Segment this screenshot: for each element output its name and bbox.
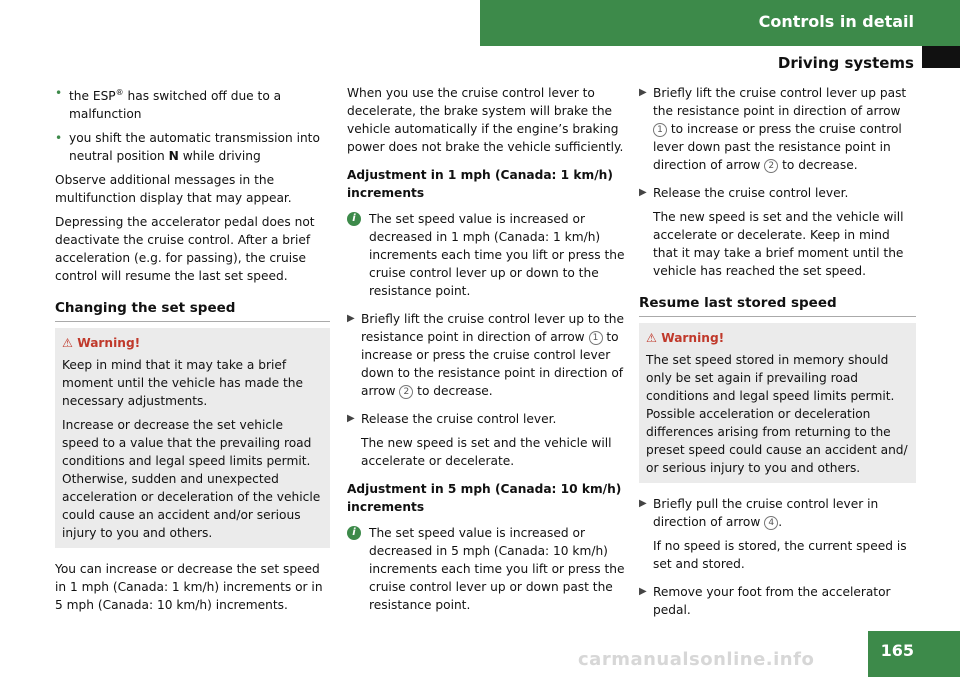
paragraph: When you use the cruise control lever to decelerate, the brake system will brake the vehicle automatically if the engine’s braking power does not brake the vehicle sufficiently. [347, 86, 624, 154]
warning-triangle-icon: ⚠ [62, 336, 73, 351]
step-arrow-icon: ▶ [639, 498, 647, 509]
paragraph: Depressing the accelerator pedal does not deactivate the cruise control. After a brief acceleration (e.g. for passing), the cruise control will resume the last set speed. [55, 215, 315, 284]
bullet-item: • the ESP® has switched off due to a malfunction [55, 86, 282, 122]
section-title: Driving systems [777, 54, 914, 72]
info-icon: i [347, 212, 361, 226]
bullet-dot-icon: • [55, 131, 63, 146]
step-arrow-icon: ▶ [347, 413, 355, 424]
instruction-step: ▶ Release the cruise control lever. [347, 412, 557, 426]
step-result: If no speed is stored, the current speed is set and stored. [653, 539, 907, 571]
arrow-number-badge: 2 [764, 159, 778, 173]
column-left [55, 84, 330, 620]
warning-text: The set speed stored in memory should only be set again if prevailing road conditions and legal speed limits permit. Possible acceleration or deceleration differences arising from returning to the preset speed could cause an accident and/ or serious injury to you and others. [646, 353, 908, 475]
instruction-step: ▶ Release the cruise control lever. [639, 186, 849, 200]
step-arrow-icon: ▶ [639, 87, 647, 98]
step-arrow-icon: ▶ [639, 187, 647, 198]
info-note: i The set speed value is increased or decreased in 1 mph (Canada: 1 km/h) increments each time you lift or press the cruise control lever up or down to the resistance point. [347, 210, 627, 300]
arrow-number-badge: 4 [764, 516, 778, 530]
warning-text: Increase or decrease the set vehicle speed to a value that the prevailing road conditions and legal speed limits permit. Otherwise, sudden and unexpected acceleration or deceleration of the vehicle could cause an accident and/or serious injury to you and others. [62, 418, 321, 541]
info-icon: i [347, 526, 361, 540]
warning-box [55, 328, 330, 548]
step-result: The new speed is set and the vehicle will accelerate or decelerate. Keep in mind that it may take a brief moment until the vehicle has reached the set speed. [653, 210, 904, 278]
instruction-step: ▶ Briefly lift the cruise control lever up past the resistance point in direction of arrow 1 to increase or press the cruise control lever down past the resistance point in direction of arrow 2 to decrease. [639, 86, 907, 172]
warning-heading: ⚠ Warning! [646, 331, 725, 345]
step-arrow-icon: ▶ [639, 586, 647, 597]
header-tab-marker [922, 46, 960, 68]
chapter-title: Controls in detail [758, 12, 914, 31]
info-note: i The set speed value is increased or decreased in 5 mph (Canada: 10 km/h) increments each time you lift or press the cruise control lever up or down past the resistance point. [347, 524, 627, 614]
section-heading: Resume last stored speed [639, 294, 916, 317]
step-result: The new speed is set and the vehicle will accelerate or decelerate. [361, 436, 612, 468]
step-arrow-icon: ▶ [347, 313, 355, 324]
page-number: 165 [868, 631, 960, 677]
warning-triangle-icon: ⚠ [646, 331, 657, 345]
paragraph: You can increase or decrease the set speed in 1 mph (Canada: 1 km/h) increments or in 5 mph (Canada: 10 km/h) increments. [55, 562, 323, 613]
paragraph: Observe additional messages in the multifunction display that may appear. [55, 173, 292, 206]
instruction-step: ▶ Briefly pull the cruise control lever in direction of arrow 4 . [639, 497, 879, 529]
bullet-item: • you shift the automatic transmission into neutral position N while driving [55, 131, 320, 164]
column-middle [347, 84, 627, 620]
arrow-number-badge: 1 [653, 123, 667, 137]
warning-text: Keep in mind that it may take a brief moment until the vehicle has made the necessary adjustments. [62, 358, 303, 409]
subheading: Adjustment in 1 mph (Canada: 1 km/h) increments [347, 168, 613, 200]
warning-heading: ⚠ Warning! [62, 336, 141, 351]
subheading: Adjustment in 5 mph (Canada: 10 km/h) increments [347, 482, 622, 514]
warning-box [639, 323, 916, 483]
section-heading: Changing the set speed [55, 299, 330, 322]
bullet-dot-icon: • [55, 86, 63, 100]
column-right [639, 84, 916, 625]
watermark: carmanualsonline.info [578, 649, 815, 670]
arrow-number-badge: 2 [399, 385, 413, 399]
arrow-number-badge: 1 [589, 331, 603, 345]
instruction-step: ▶ Remove your foot from the accelerator pedal. [639, 585, 891, 617]
instruction-step: ▶ Briefly lift the cruise control lever up to the resistance point in direction of arrow 1 to increase or press the cruise control lever down to the resistance point in direction of arrow 2 to decrease. [347, 312, 624, 398]
